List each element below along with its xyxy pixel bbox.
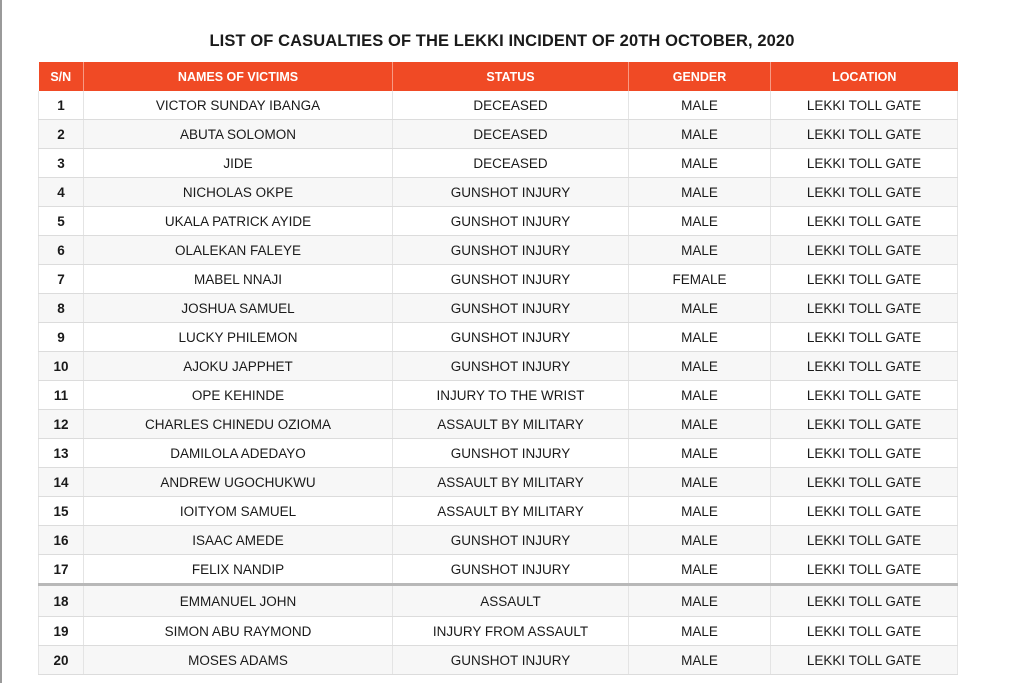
cell-gender: MALE [629, 410, 771, 439]
table-row [39, 646, 958, 675]
cell-gender: MALE [629, 323, 771, 352]
cell-victim-name: CHARLES CHINEDU OZIOMA [84, 410, 393, 439]
cell-status: DECEASED [393, 120, 629, 149]
cell-victim-name: LUCKY PHILEMON [84, 323, 393, 352]
cell-sn: 8 [39, 294, 84, 323]
cell-victim-name: DAMILOLA ADEDAYO [84, 439, 393, 468]
cell-status: GUNSHOT INJURY [393, 236, 629, 265]
cell-location: LEKKI TOLL GATE [771, 236, 958, 265]
cell-location: LEKKI TOLL GATE [771, 91, 958, 120]
cell-gender: FEMALE [629, 265, 771, 294]
cell-sn: 13 [39, 439, 84, 468]
cell-victim-name: UKALA PATRICK AYIDE [84, 207, 393, 236]
cell-sn: 18 [39, 585, 84, 617]
cell-location: LEKKI TOLL GATE [771, 555, 958, 585]
cell-gender: MALE [629, 91, 771, 120]
table-row [39, 526, 958, 555]
cell-status: GUNSHOT INJURY [393, 646, 629, 675]
cell-location: LEKKI TOLL GATE [771, 381, 958, 410]
cell-sn: 3 [39, 149, 84, 178]
cell-gender: MALE [629, 646, 771, 675]
table-row [39, 91, 958, 120]
cell-status: INJURY FROM ASSAULT [393, 617, 629, 646]
cell-status: GUNSHOT INJURY [393, 323, 629, 352]
table-row [39, 381, 958, 410]
cell-sn: 16 [39, 526, 84, 555]
cell-status: DECEASED [393, 149, 629, 178]
cell-location: LEKKI TOLL GATE [771, 294, 958, 323]
cell-status: GUNSHOT INJURY [393, 439, 629, 468]
cell-location: LEKKI TOLL GATE [771, 265, 958, 294]
table-row [39, 323, 958, 352]
cell-status: GUNSHOT INJURY [393, 526, 629, 555]
table-row [39, 497, 958, 526]
cell-status: ASSAULT BY MILITARY [393, 468, 629, 497]
cell-sn: 14 [39, 468, 84, 497]
cell-location: LEKKI TOLL GATE [771, 178, 958, 207]
cell-status: ASSAULT [393, 585, 629, 617]
cell-victim-name: ANDREW UGOCHUKWU [84, 468, 393, 497]
cell-victim-name: JOSHUA SAMUEL [84, 294, 393, 323]
cell-location: LEKKI TOLL GATE [771, 497, 958, 526]
cell-sn: 11 [39, 381, 84, 410]
table-row [39, 468, 958, 497]
cell-gender: MALE [629, 120, 771, 149]
cell-victim-name: JIDE [84, 149, 393, 178]
cell-gender: MALE [629, 617, 771, 646]
cell-victim-name: NICHOLAS OKPE [84, 178, 393, 207]
cell-status: GUNSHOT INJURY [393, 207, 629, 236]
cell-victim-name: AJOKU JAPPHET [84, 352, 393, 381]
cell-status: INJURY TO THE WRIST [393, 381, 629, 410]
cell-victim-name: MOSES ADAMS [84, 646, 393, 675]
cell-gender: MALE [629, 294, 771, 323]
column-header-location: LOCATION [771, 62, 958, 91]
table-header-row [39, 62, 958, 91]
table-row [39, 352, 958, 381]
cell-location: LEKKI TOLL GATE [771, 617, 958, 646]
cell-location: LEKKI TOLL GATE [771, 207, 958, 236]
cell-sn: 4 [39, 178, 84, 207]
cell-location: LEKKI TOLL GATE [771, 526, 958, 555]
cell-sn: 17 [39, 555, 84, 585]
cell-gender: MALE [629, 585, 771, 617]
cell-victim-name: EMMANUEL JOHN [84, 585, 393, 617]
cell-victim-name: OPE KEHINDE [84, 381, 393, 410]
column-header-sn: S/N [39, 62, 84, 91]
cell-victim-name: ISAAC AMEDE [84, 526, 393, 555]
column-header-names: NAMES OF VICTIMS [84, 62, 393, 91]
cell-sn: 20 [39, 646, 84, 675]
cell-status: ASSAULT BY MILITARY [393, 497, 629, 526]
cell-victim-name: FELIX NANDIP [84, 555, 393, 585]
cell-gender: MALE [629, 207, 771, 236]
table-row [39, 178, 958, 207]
cell-gender: MALE [629, 526, 771, 555]
table-row [39, 617, 958, 646]
cell-victim-name: MABEL NNAJI [84, 265, 393, 294]
cell-status: GUNSHOT INJURY [393, 265, 629, 294]
cell-status: ASSAULT BY MILITARY [393, 410, 629, 439]
page-title: LIST OF CASUALTIES OF THE LEKKI INCIDENT OF 20TH OCTOBER, 2020 [209, 32, 795, 50]
cell-status: GUNSHOT INJURY [393, 555, 629, 585]
casualties-table [38, 62, 958, 675]
cell-sn: 19 [39, 617, 84, 646]
cell-sn: 15 [39, 497, 84, 526]
cell-gender: MALE [629, 352, 771, 381]
cell-status: DECEASED [393, 91, 629, 120]
cell-sn: 2 [39, 120, 84, 149]
table-row [39, 410, 958, 439]
cell-location: LEKKI TOLL GATE [771, 120, 958, 149]
cell-status: GUNSHOT INJURY [393, 178, 629, 207]
table-row [39, 555, 958, 585]
cell-victim-name: IOITYOM SAMUEL [84, 497, 393, 526]
cell-sn: 7 [39, 265, 84, 294]
cell-location: LEKKI TOLL GATE [771, 352, 958, 381]
cell-victim-name: ABUTA SOLOMON [84, 120, 393, 149]
cell-sn: 9 [39, 323, 84, 352]
cell-sn: 5 [39, 207, 84, 236]
cell-location: LEKKI TOLL GATE [771, 410, 958, 439]
cell-victim-name: VICTOR SUNDAY IBANGA [84, 91, 393, 120]
table-row [39, 294, 958, 323]
cell-sn: 6 [39, 236, 84, 265]
table-row [39, 120, 958, 149]
cell-status: GUNSHOT INJURY [393, 352, 629, 381]
cell-gender: MALE [629, 178, 771, 207]
cell-gender: MALE [629, 555, 771, 585]
cell-location: LEKKI TOLL GATE [771, 323, 958, 352]
table-row [39, 585, 958, 617]
table-row [39, 439, 958, 468]
cell-gender: MALE [629, 236, 771, 265]
cell-location: LEKKI TOLL GATE [771, 439, 958, 468]
cell-location: LEKKI TOLL GATE [771, 646, 958, 675]
cell-gender: MALE [629, 468, 771, 497]
cell-location: LEKKI TOLL GATE [771, 149, 958, 178]
column-header-status: STATUS [393, 62, 629, 91]
table-row [39, 265, 958, 294]
table-body [39, 91, 958, 675]
cell-gender: MALE [629, 497, 771, 526]
cell-victim-name: OLALEKAN FALEYE [84, 236, 393, 265]
cell-location: LEKKI TOLL GATE [771, 468, 958, 497]
cell-victim-name: SIMON ABU RAYMOND [84, 617, 393, 646]
table-row [39, 149, 958, 178]
column-header-gender: GENDER [629, 62, 771, 91]
cell-sn: 10 [39, 352, 84, 381]
cell-gender: MALE [629, 381, 771, 410]
cell-sn: 12 [39, 410, 84, 439]
cell-gender: MALE [629, 149, 771, 178]
table-row [39, 207, 958, 236]
cell-gender: MALE [629, 439, 771, 468]
cell-status: GUNSHOT INJURY [393, 294, 629, 323]
cell-location: LEKKI TOLL GATE [771, 585, 958, 617]
cell-sn: 1 [39, 91, 84, 120]
table-row [39, 236, 958, 265]
